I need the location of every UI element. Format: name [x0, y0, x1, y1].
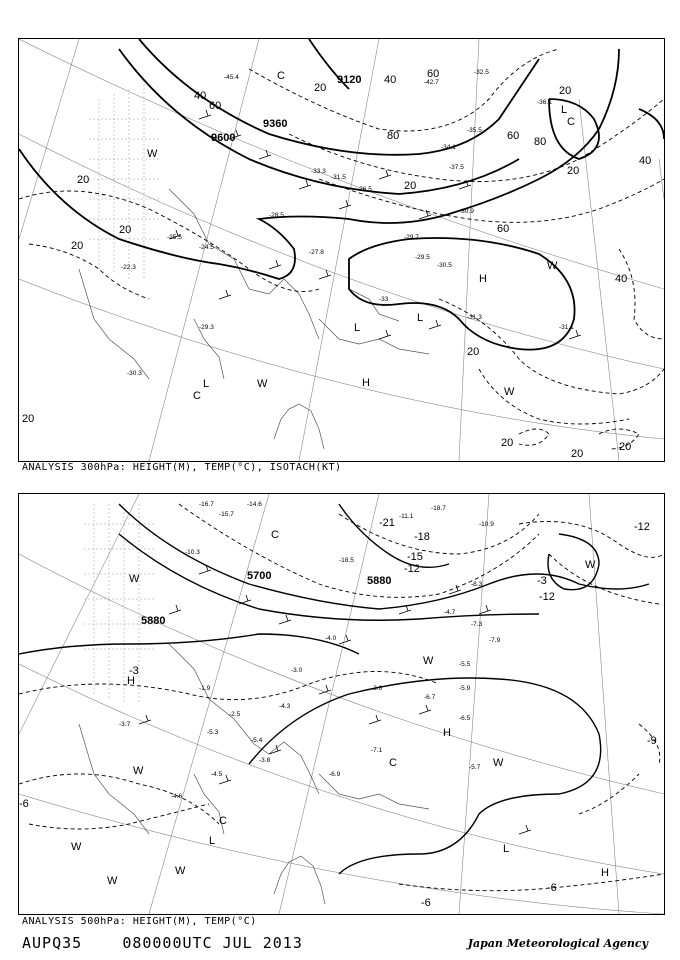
temp-label: -4.5	[211, 771, 223, 778]
warm-center-marker: W	[423, 655, 434, 667]
low-center-marker: L	[354, 322, 361, 334]
temp-label: -31.5	[331, 174, 346, 181]
cold-center-marker: C	[219, 815, 227, 827]
temp-label: -3.6	[371, 685, 383, 692]
isotach-label: 40	[384, 74, 397, 86]
temp-label: -16.7	[199, 501, 214, 508]
temp-label: -3.8	[259, 757, 271, 764]
product-header	[22, 934, 303, 952]
isotach-label: 20	[467, 346, 480, 358]
isotach-label: 20	[77, 174, 90, 186]
warm-center-marker: W	[175, 865, 186, 877]
caption-500hpa: ANALYSIS 500hPa: HEIGHT(M), TEMP(°C)	[22, 916, 257, 927]
isotach-label: 40	[194, 90, 207, 102]
temp-label: -25.5	[167, 234, 182, 241]
warm-center-marker: W	[547, 260, 558, 272]
warm-center-marker: W	[147, 148, 158, 160]
map-300hpa-canvas	[19, 39, 664, 461]
temp-label: -34.1	[441, 144, 456, 151]
height-label: 5880	[141, 615, 166, 627]
low-center-marker: L	[561, 104, 568, 116]
isotherm-label: -6	[421, 897, 431, 909]
isotach-label: 20	[22, 413, 35, 425]
temp-label: -4.0	[325, 635, 337, 642]
temp-label: -30.9	[459, 208, 474, 215]
low-center-marker: L	[209, 835, 216, 847]
isotach-label: 20	[619, 441, 632, 453]
isotherm-label: -6	[19, 798, 29, 810]
isotherm-label: -3	[537, 575, 547, 587]
temp-label: -26.5	[357, 186, 372, 193]
high-center-marker: H	[601, 867, 609, 879]
map-300hpa	[18, 38, 665, 462]
valid-time: 080000UTC JUL 2013	[122, 934, 303, 952]
temp-label: -31.1	[559, 324, 574, 331]
temp-label: -36.1	[537, 99, 552, 106]
temp-label: -2.5	[229, 711, 241, 718]
hatch-region	[89, 84, 159, 279]
isotach-label: 80	[534, 136, 547, 148]
isotach-label: 20	[571, 448, 584, 460]
temp-label: -30.5	[437, 262, 452, 269]
isotach-label: 20	[559, 85, 572, 97]
temp-label: -29.3	[199, 324, 214, 331]
temp-label: -4.3	[279, 703, 291, 710]
isotach-label: 20	[404, 180, 417, 192]
isotach-label: 40	[615, 273, 628, 285]
warm-center-marker: W	[504, 386, 515, 398]
isotach-label: 80	[387, 130, 400, 142]
isotach-label: 40	[639, 155, 652, 167]
high-center-marker: H	[443, 727, 451, 739]
temp-label: -6.9	[329, 771, 341, 778]
cold-center-marker: C	[567, 116, 575, 128]
isotach-label: 20	[567, 165, 580, 177]
low-center-marker: L	[417, 312, 424, 324]
cold-center-marker: C	[271, 529, 279, 541]
temp-label: -35.5	[467, 127, 482, 134]
temp-label: -4.6	[171, 793, 183, 800]
cold-center-marker: C	[389, 757, 397, 769]
temp-label: -14.6	[247, 501, 262, 508]
temp-label: -3.7	[119, 721, 131, 728]
height-label: 9120	[337, 74, 362, 86]
warm-center-marker: W	[133, 765, 144, 777]
isotherm-label: -15	[407, 551, 423, 563]
warm-center-marker: W	[71, 841, 82, 853]
temp-label: -5.7	[469, 764, 481, 771]
temp-label: -7.9	[489, 637, 501, 644]
product-id: AUPQ35	[22, 934, 83, 952]
temp-label: -37.5	[449, 164, 464, 171]
temp-label: -5.3	[207, 729, 219, 736]
temp-label: -33	[379, 296, 389, 303]
isotherm-label: -9	[647, 735, 657, 747]
isotach-label: 60	[427, 68, 440, 80]
agency-credit: Japan Meteorological Agency	[467, 937, 648, 950]
isotherm-label: -12	[404, 563, 420, 575]
temp-label: -18.5	[339, 557, 354, 564]
map-500hpa-canvas	[19, 494, 664, 914]
temp-label: -29.5	[415, 254, 430, 261]
temp-label: -7.3	[471, 621, 483, 628]
warm-center-marker: W	[257, 378, 268, 390]
graticule	[19, 39, 664, 461]
temp-label: -32.5	[474, 69, 489, 76]
warm-center-marker: W	[493, 757, 504, 769]
temp-label: -42.7	[424, 79, 439, 86]
map-500hpa	[18, 493, 665, 915]
cold-center-marker: C	[277, 70, 285, 82]
temp-label: -27.8	[309, 249, 324, 256]
height-label: 5880	[367, 575, 392, 587]
isotach-label: 60	[209, 100, 222, 112]
high-center-marker: H	[479, 273, 487, 285]
temp-label: -5.9	[459, 685, 471, 692]
high-center-marker: H	[362, 377, 370, 389]
warm-center-marker: W	[585, 559, 596, 571]
isotach-label: 20	[119, 224, 132, 236]
temp-label: -1.9	[199, 685, 211, 692]
low-center-marker: L	[503, 843, 510, 855]
isotach-lines	[19, 49, 664, 449]
coastlines	[79, 189, 429, 449]
isotherm-label: -18	[414, 531, 430, 543]
isotherm-label: -12	[634, 521, 650, 533]
temp-label: -6.7	[424, 694, 436, 701]
temp-label: -8.3	[471, 581, 483, 588]
temp-label: -29.7	[404, 234, 419, 241]
isotherm-label: -6	[547, 882, 557, 894]
temp-label: -30.3	[127, 370, 142, 377]
temp-label: -33.3	[311, 168, 326, 175]
temp-label: -5.5	[459, 661, 471, 668]
temp-label: -5.4	[251, 737, 263, 744]
warm-center-marker: W	[107, 875, 118, 887]
temp-label: -28.5	[269, 212, 284, 219]
temp-label: -11.1	[399, 513, 414, 520]
low-center-marker: L	[203, 378, 210, 390]
temp-label: -18.7	[431, 505, 446, 512]
temp-label: -6.5	[459, 715, 471, 722]
temp-label: -15.7	[219, 511, 234, 518]
temp-label: -10.9	[479, 521, 494, 528]
isotach-label: 20	[71, 240, 84, 252]
height-label: 9360	[263, 118, 288, 130]
temp-label: -22.3	[121, 264, 136, 271]
isotherm-label: -12	[539, 591, 555, 603]
isotherm-label: -21	[379, 517, 395, 529]
high-center-marker: H	[127, 675, 135, 687]
temp-label: -31.3	[467, 314, 482, 321]
isotach-label: 60	[497, 223, 510, 235]
temp-label: -4.7	[444, 609, 456, 616]
isotach-label: 60	[507, 130, 520, 142]
cold-center-marker: C	[193, 390, 201, 402]
temp-label: -3.0	[291, 667, 303, 674]
height-label: 9600	[211, 132, 236, 144]
caption-300hpa: ANALYSIS 300hPa: HEIGHT(M), TEMP(°C), ISOTACH(KT)	[22, 462, 342, 473]
isotach-label: 20	[501, 437, 514, 449]
temp-label: -45.4	[224, 74, 239, 81]
isotach-label: 20	[314, 82, 327, 94]
temp-label: -7.1	[371, 747, 383, 754]
height-label: 5700	[247, 570, 272, 582]
isotherm-label: -3	[129, 665, 139, 677]
temp-label: -24.5	[199, 244, 214, 251]
temp-label: -10.3	[185, 549, 200, 556]
warm-center-marker: W	[129, 573, 140, 585]
